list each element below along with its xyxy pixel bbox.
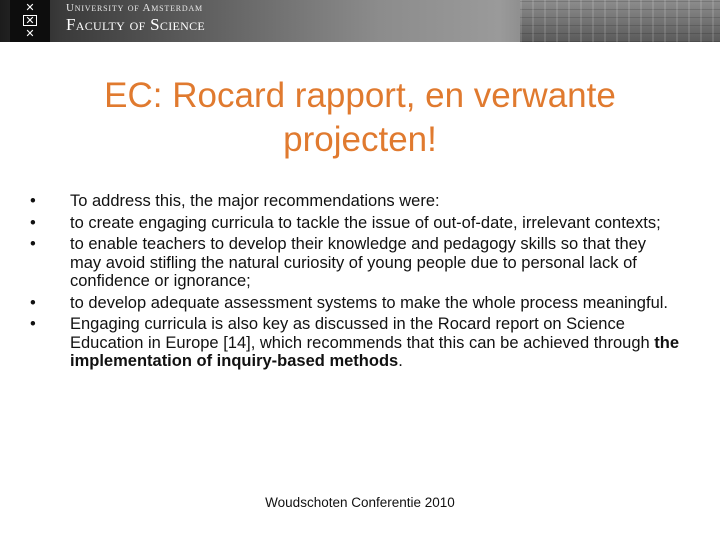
bullet-item (30, 214, 680, 233)
university-name: University of Amsterdam (66, 2, 203, 14)
bullet-item (30, 315, 680, 371)
bullet-text-before: Engaging curricula is also key as discussed in the Rocard report on Science Education in Europe [14], which recommends that this can be achieved through (70, 315, 655, 352)
logo-cross-icon: ✕ (23, 15, 37, 26)
bullet-glyph: • (30, 293, 36, 312)
header-bar (0, 0, 720, 42)
bullet-text: to enable teachers to develop their knowledge and pedagogy skills so that they may avoid stifling the natural curiosity of young people due to personal lack of confidence or ignorance; (70, 235, 647, 290)
bullet-text-after: . (398, 352, 403, 370)
slide-footer: Woudschoten Conferentie 2010 (265, 495, 455, 510)
bullet-glyph: • (30, 192, 36, 210)
logo-cross-icon: ✕ (25, 1, 35, 14)
bullet-glyph: • (30, 213, 36, 232)
bullet-glyph: • (30, 315, 36, 333)
bullet-text: To address this, the major recommendations were: (70, 192, 440, 210)
bullet-text-bold: the implementation of inquiry-based methods (70, 333, 680, 370)
bullet-glyph: • (30, 235, 36, 253)
logo-cross-icon: ✕ (25, 27, 35, 40)
bullet-text: to develop adequate assessment systems to make the whole process meaningful. (70, 293, 668, 312)
bullet-item (30, 294, 680, 313)
bullet-list (30, 192, 680, 374)
bullet-item (30, 235, 680, 291)
faculty-name: Faculty of Science (66, 15, 206, 34)
bullet-item (30, 192, 680, 211)
bullet-text (70, 315, 679, 370)
bullet-text: to create engaging curricula to tackle the issue of out-of-date, irrelevant contexts; (70, 213, 661, 232)
slide-title: EC: Rocard rapport, en verwante projecten! (104, 76, 616, 159)
university-logo (10, 0, 50, 42)
building-photo (520, 0, 720, 42)
